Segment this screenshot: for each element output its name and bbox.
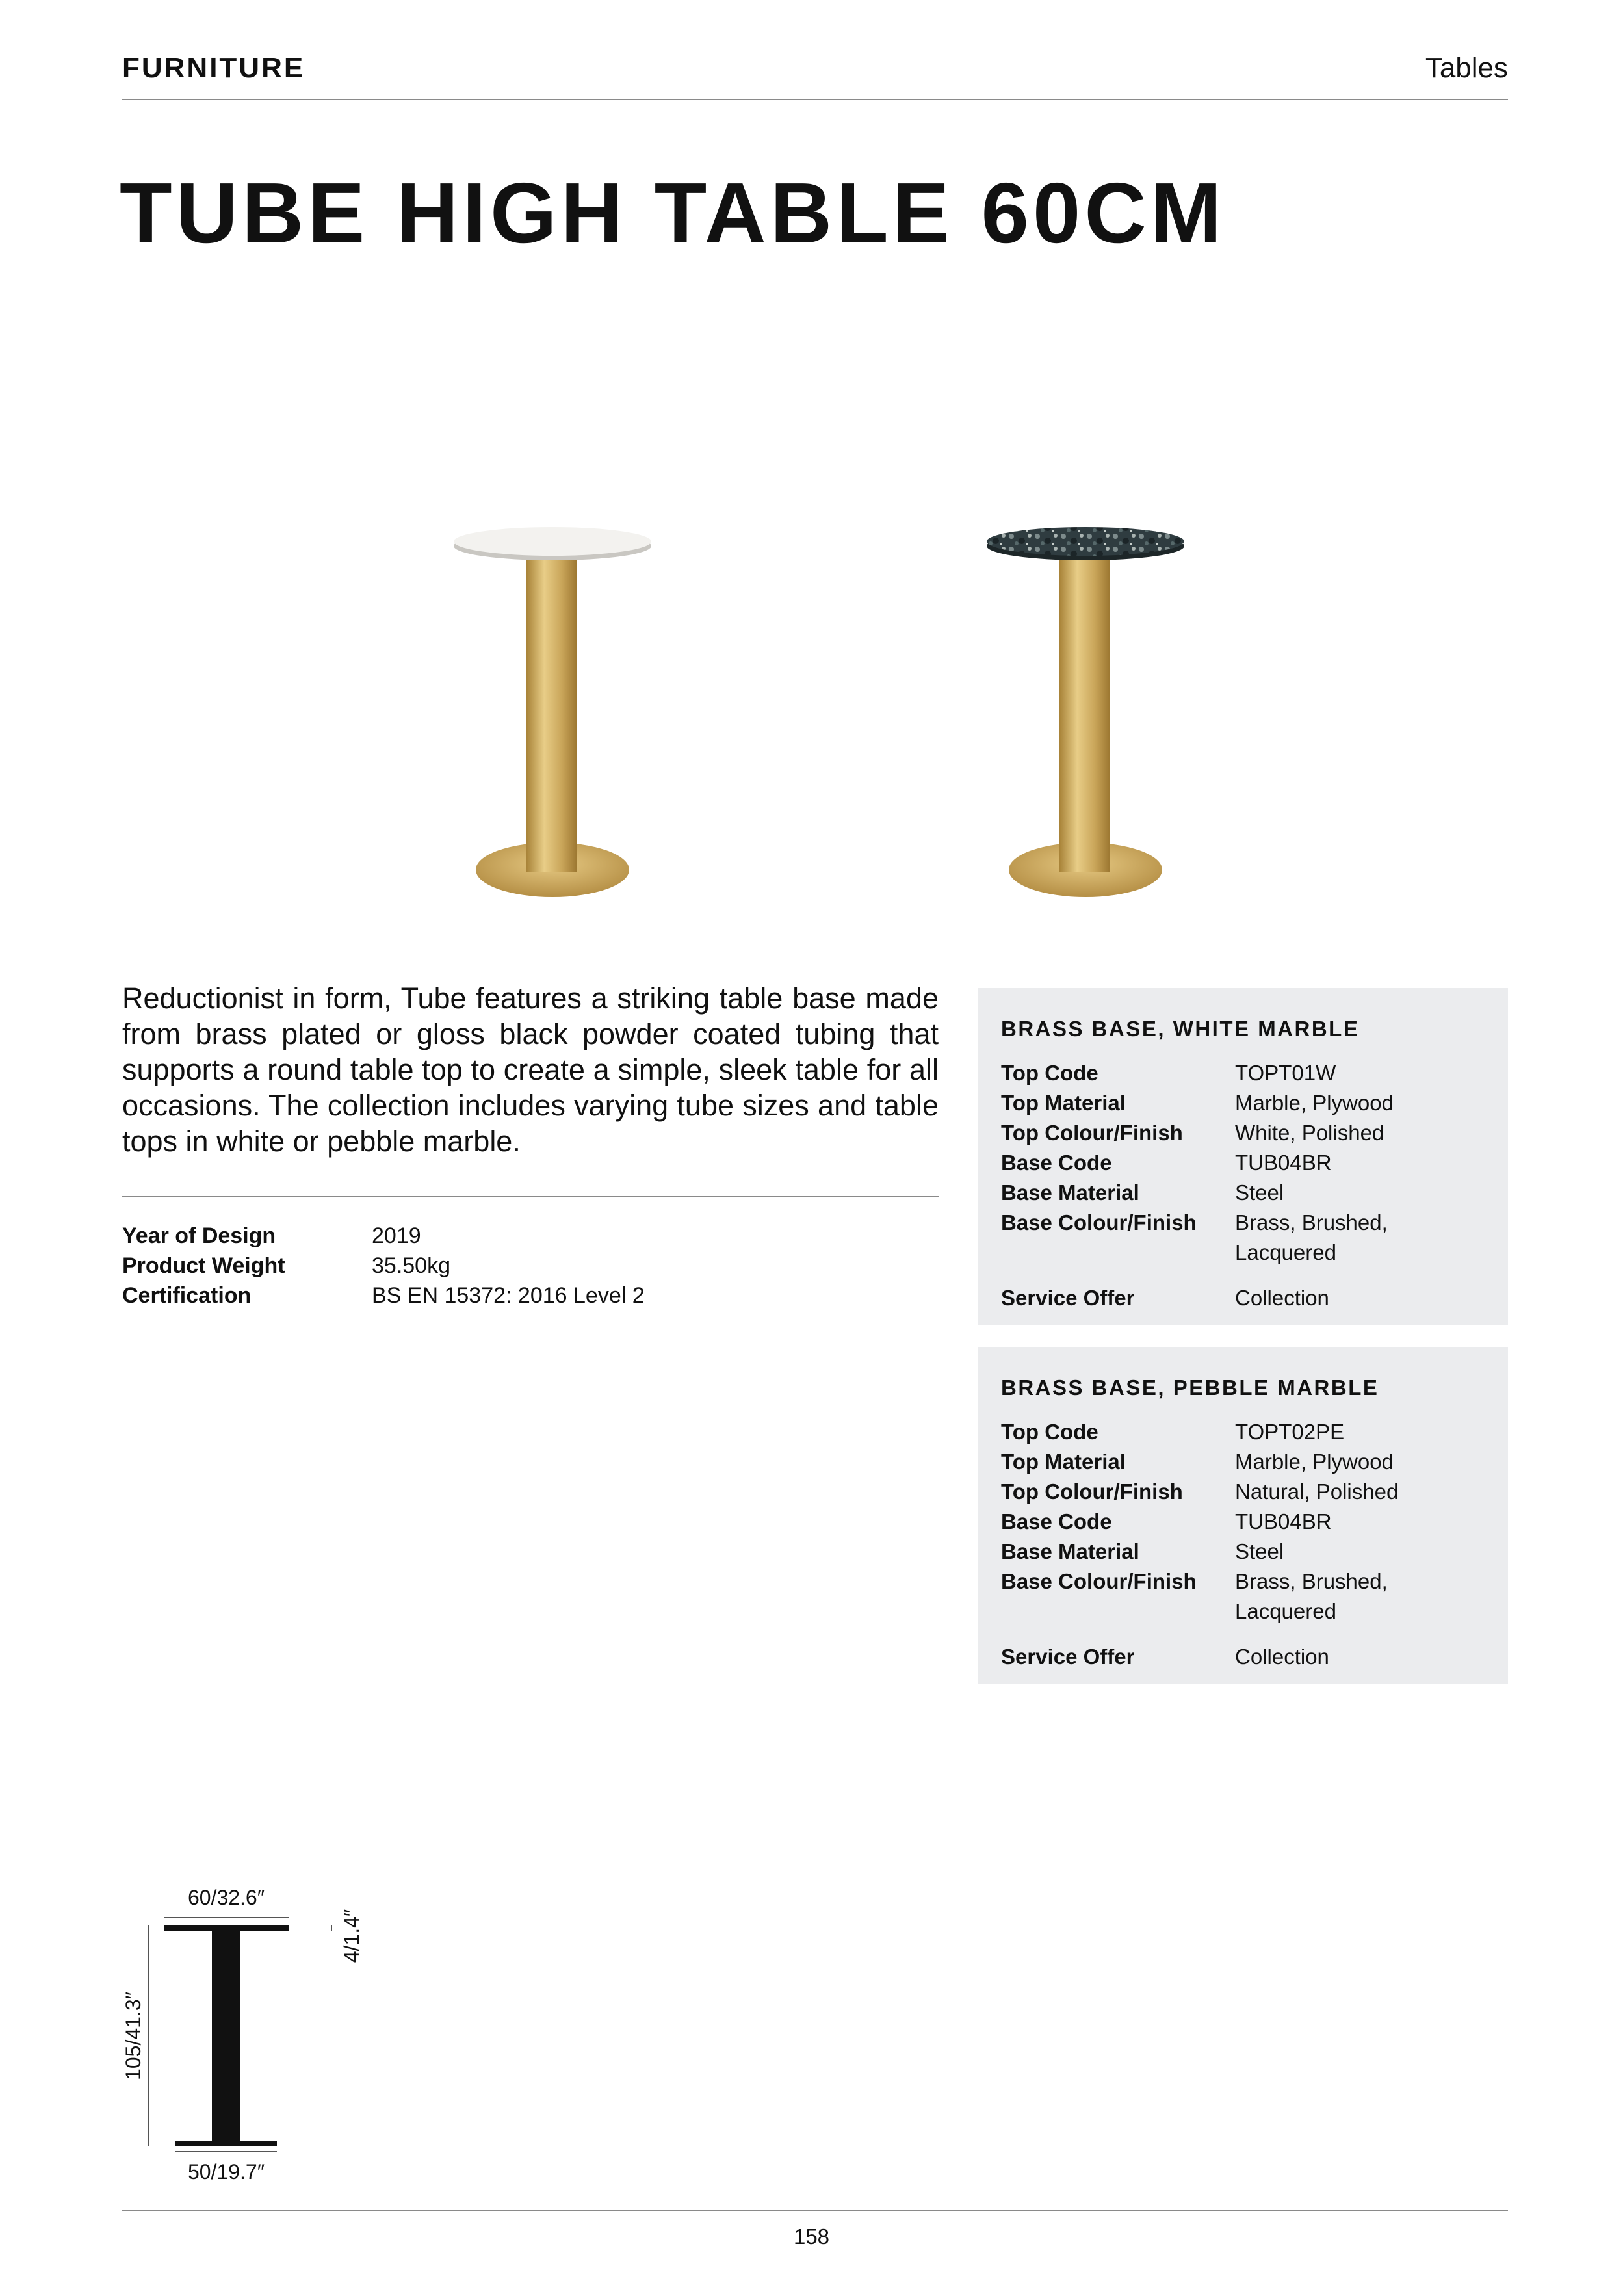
divider: [122, 1196, 939, 1197]
spec-value: 35.50kg: [372, 1253, 450, 1278]
page-header: [122, 48, 1508, 100]
page-number: 158: [793, 2224, 830, 2249]
variant-label: Top Material: [1001, 1091, 1126, 1115]
dim-top-width: 60/32.6″: [187, 1886, 265, 1909]
variant-label: Base Colour/Finish: [1001, 1210, 1197, 1234]
variant-label: Top Colour/Finish: [1001, 1121, 1183, 1145]
variant-label: Base Code: [1001, 1151, 1112, 1175]
product-title: TUBE HIGH TABLE 60CM: [120, 165, 1226, 261]
variant-label: Top Colour/Finish: [1001, 1480, 1183, 1504]
spec-row: [122, 1281, 939, 1311]
variant-label: Top Code: [1001, 1061, 1098, 1085]
variant-row: [1001, 1178, 1485, 1208]
footer-rule: [122, 2210, 1508, 2211]
variant-panel-pebble-marble: [978, 1347, 1508, 1684]
variant-row: [1001, 1537, 1485, 1567]
table-column: [526, 560, 577, 872]
variant-value: Steel: [1235, 1181, 1284, 1205]
spec-value: BS EN 15372: 2016 Level 2: [372, 1283, 645, 1308]
dim-column: [212, 1931, 240, 2141]
dim-top-thickness: 4/1.4″: [340, 1909, 363, 1963]
product-image-pebble-marble: [981, 520, 1189, 910]
variant-value: Brass, Brushed, Lacquered: [1235, 1569, 1388, 1623]
variant-value: White, Polished: [1235, 1121, 1384, 1145]
dim-base-width: 50/19.7″: [187, 2160, 265, 2184]
category-label: Tables: [1425, 52, 1508, 84]
table-column: [1059, 560, 1110, 872]
variant-value: Marble, Plywood: [1235, 1091, 1394, 1115]
spec-label: Product Weight: [122, 1253, 285, 1278]
variant-label: Top Material: [1001, 1450, 1126, 1474]
product-specs: [122, 1221, 939, 1311]
variant-row: [1001, 1417, 1485, 1447]
variant-row: [1001, 1507, 1485, 1537]
variant-row: [1001, 1447, 1485, 1477]
variant-label: Service Offer: [1001, 1645, 1135, 1669]
variant-value: TOPT01W: [1235, 1061, 1336, 1085]
dim-base: [175, 2141, 277, 2146]
variant-panel-white-marble: [978, 988, 1508, 1325]
variant-label: Base Material: [1001, 1181, 1139, 1205]
variant-label: Base Colour/Finish: [1001, 1569, 1197, 1593]
variant-row: [1001, 1477, 1485, 1507]
variant-value: TOPT02PE: [1235, 1420, 1345, 1444]
spec-row: [122, 1251, 939, 1281]
variant-row-service: [1001, 1642, 1485, 1672]
variant-value: Collection: [1235, 1645, 1329, 1669]
product-description: Reductionist in form, Tube features a striking table base made from brass plated or gloss black powder coated tubing that supports a round table top to create a simple, sleek table for all occasions. The collection includes varying tube sizes and table tops in white or pebble marble.: [122, 982, 939, 1158]
variant-value: Natural, Polished: [1235, 1480, 1399, 1504]
variant-value: Steel: [1235, 1539, 1284, 1563]
dimension-drawing: [114, 1879, 374, 2191]
spec-value: 2019: [372, 1223, 421, 1248]
dim-table-top: [164, 1925, 289, 1931]
variant-value: Marble, Plywood: [1235, 1450, 1394, 1474]
variant-row: [1001, 1208, 1485, 1268]
variant-row: [1001, 1148, 1485, 1178]
product-image-white-marble: [448, 520, 656, 910]
spec-row: [122, 1221, 939, 1251]
variant-label: Base Code: [1001, 1509, 1112, 1533]
variant-value: Brass, Brushed, Lacquered: [1235, 1210, 1388, 1264]
variant-value: TUB04BR: [1235, 1151, 1332, 1175]
variant-label: Top Code: [1001, 1420, 1098, 1444]
variant-title: BRASS BASE, PEBBLE MARBLE: [1001, 1376, 1379, 1400]
variant-title: BRASS BASE, WHITE MARBLE: [1001, 1017, 1360, 1041]
variant-row: [1001, 1088, 1485, 1118]
variant-value: Collection: [1235, 1286, 1329, 1310]
variant-row: [1001, 1058, 1485, 1088]
dim-height: 105/41.3″: [122, 1992, 145, 2080]
spec-label: Certification: [122, 1283, 252, 1308]
variant-row: [1001, 1567, 1485, 1626]
variant-row: [1001, 1118, 1485, 1148]
variant-label: Service Offer: [1001, 1286, 1135, 1310]
variant-value: TUB04BR: [1235, 1509, 1332, 1533]
section-label: FURNITURE: [122, 52, 305, 84]
variant-row-service: [1001, 1283, 1485, 1313]
spec-label: Year of Design: [122, 1223, 276, 1248]
variant-label: Base Material: [1001, 1539, 1139, 1563]
